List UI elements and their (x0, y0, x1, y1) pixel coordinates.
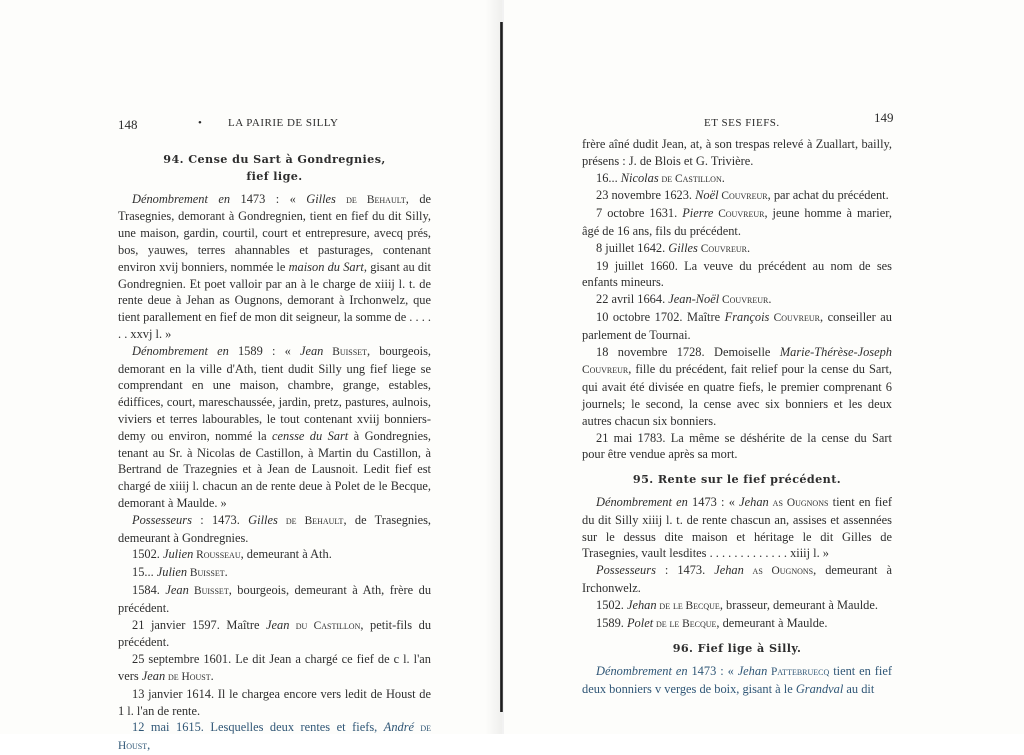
entry-1783: 21 mai 1783. La même se déshérite de la cense du Sart pour être vendue après sa mort. (582, 430, 892, 462)
ornament-mark: • (198, 117, 203, 129)
entry-95-1589: 1589. Polet de le Becque, demeurant à Maulde. (596, 615, 828, 630)
entry-1615: 12 mai 1615. Lesquelles deux rentes et fiefs, André de Houst, (118, 720, 431, 753)
entry-1631: 7 octobre 1631. Pierre Couvreur, jeune homme à marier, âgé de 16 ans, fils du précédent. (582, 206, 892, 238)
right-running-head: ET SES FIEFS. (704, 117, 780, 129)
paragraph-95-possesseurs: Possesseurs : 1473. Jehan as Ougnons, demeurant à Irchonwelz. (582, 563, 892, 595)
paragraph-95-denombrement: Dénombrement en 1473 : « Jehan as Ougnons tient en fief du dit Silly xiiij l. t. de rente chascun an, assises et assennées sur le dessus dite maison et héritage le dit Gilles de Trasegnies, vault lesdites . . . . . . . . . . . . . xiiij l. » (582, 494, 892, 561)
paragraph-denombrement-1473: Dénombrement en 1473 : « Gilles de Behault, de Trasegnies, demorant à Gondregnien, tient en fief du dit Silly, une maison, gardin, courtil, court et entrepresure, avecq prés, bos, yauwes, terres ahannables et pasturages, contenant environ xvij bonniers, nommée le maison du Sart, gisant au dit Gondregnien. Et poet valloir par an à le charge de xiiij l. t. de rente deue à Jehan as Ougnons, demorant à Irchonwelz, que tient parallement en fief de mon dit seigneur, la somme de . . . . . . xxvj l. » (118, 191, 432, 341)
entry-15xx: 15... Julien Buisset. (132, 565, 228, 580)
entry-1601: 25 septembre 1601. Le dit Jean a chargé ce fief de c l. l'an vers Jean de Houst. (118, 652, 431, 683)
entry-1660: 19 juillet 1660. La veuve du précédent au nom de ses enfants mineurs. (582, 258, 892, 290)
entry-1623: 23 novembre 1623. Noël Couvreur, par achat du précédent. (596, 188, 889, 203)
entry-1642: 8 juillet 1642. Gilles Couvreur. (596, 240, 751, 255)
section-96-heading: 96. Fief lige à Silly. (672, 641, 802, 656)
entry-1728: 18 novembre 1728. Demoiselle Marie-Thérèse-Joseph Couvreur, fille du précédent, fait relief pour la cense du Sart, qui avait été divisée en quatre fiefs, le premier comprenant 6 journels; le second, la cense avec six bonniers et les deux autres chacun six bonniers. (582, 344, 892, 428)
right-page-number: 149 (874, 110, 894, 125)
entry-1702: 10 octobre 1702. Maître François Couvreur, conseiller au parlement de Tournai. (582, 309, 892, 342)
entry-1597: 21 janvier 1597. Maître Jean du Castillon, petit-fils du précédent. (118, 617, 432, 650)
entry-95-1502: 1502. Jehan de le Becque, brasseur, demeurant à Maulde. (596, 597, 878, 612)
left-page-number: 148 (118, 117, 138, 132)
right-page-text (582, 136, 892, 698)
continuation-text: frère aîné dudit Jean, at, à son trespas relevé à Zuallart, bailly, présens : J. de Blois et G. Trivière. (582, 137, 892, 168)
left-page-text (118, 151, 431, 755)
entry-1614: 13 janvier 1614. Il le chargea encore vers ledit de Houst de 1 l. l'an de rente. (118, 686, 431, 718)
entry-1502: 1502. Julien Rousseau, demeurant à Ath. (132, 547, 332, 562)
section-95-heading: 95. Rente sur le fief précédent. (632, 472, 842, 487)
paragraph-96-denombrement: Dénombrement en 1473 : « Jehan Pattebruecq tient en fief deux bonniers v verges de boix, gisant à le Grandval au dit (582, 664, 892, 696)
paragraph-possesseurs: Possesseurs : 1473. Gilles de Behault, de Trasegnies, demeurant à Gondregnies. (118, 512, 431, 545)
entry-1584: 1584. Jean Buisset, bourgeois, demeurant à Ath, frère du précédent. (118, 582, 432, 615)
book-gutter (500, 22, 503, 712)
entry-16xx: 16... Nicolas de Castillon. (596, 170, 725, 185)
section-94-heading: 94. Cense du Sart à Gondregnies, (163, 152, 386, 166)
right-page (504, 0, 1024, 734)
section-94-subheading: fief lige. (246, 168, 303, 183)
entry-1664: 22 avril 1664. Jean-Noël Couvreur. (596, 292, 772, 307)
paragraph-denombrement-1589: Dénombrement en 1589 : « Jean Buisset, bourgeois, demorant en la ville d'Ath, tient dudit Silly ung fief liege se comprendant en une maison, chambre, grange, estables, édiffices, court, mareschaussée, jardin, pretz, pastures, aulnois, viviers et terres labourables, le tout contenant xviij bonniers-demy ou environ, nommé la censse du Sart à Gondregnies, tenant au Sr. à Nicolas de Castillon, à Martin du Castillon, à Bertrand de Trazegnies et à Jean de Lausnoit. Ledit fief est chargé de xiiij l. chacun an de rente deue à Polet de le Becque, demorant à Maulde. » (118, 343, 432, 510)
left-page (0, 0, 502, 753)
left-running-head: LA PAIRIE DE SILLY (228, 117, 339, 129)
